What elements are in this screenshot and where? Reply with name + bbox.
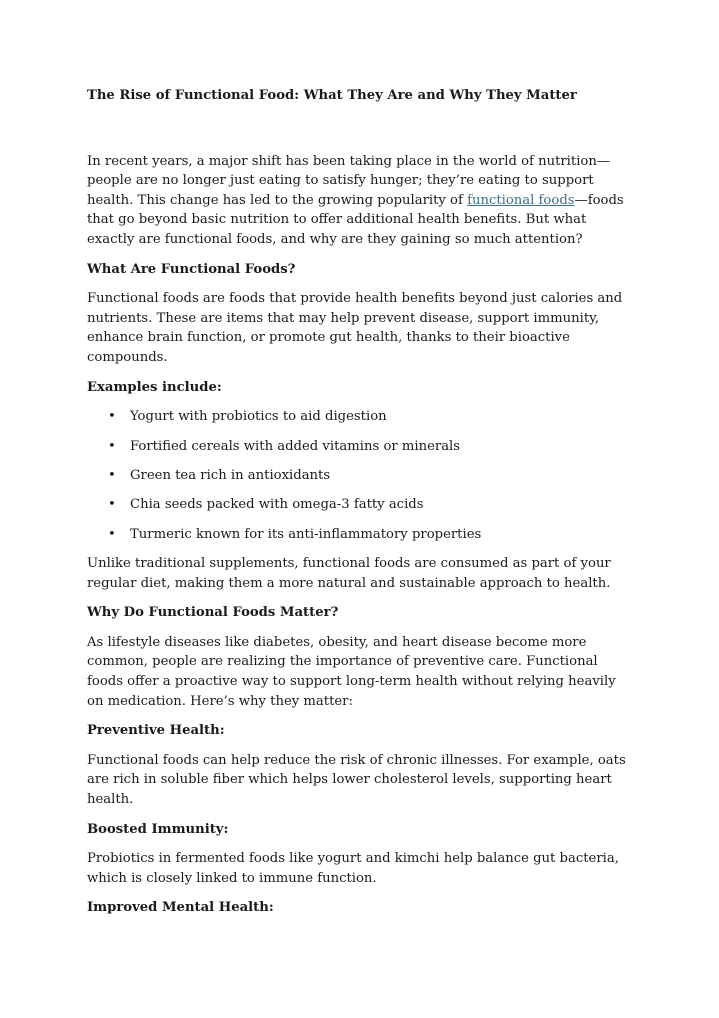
heading-preventive-health: Preventive Health: — [87, 723, 225, 739]
document-title: The Rise of Functional Food: What They Are and Why They Matter — [87, 88, 577, 103]
list-item-text: Turmeric known for its anti-inflammatory properties — [130, 526, 482, 542]
intro-text-before-link: In recent years, a major shift has been taking place in the world of nutrition—people are no longer just eating to satisfy hunger; they’re eating to support health. This change has led to the growing popularity of — [87, 153, 611, 208]
paragraph-unlike-supplements: Unlike traditional supplements, functional foods are consumed as part of your regular diet, making them a more natural and sustainable approach to health. — [87, 556, 611, 591]
bullet-icon: • — [108, 497, 116, 513]
paragraph-why-functional-foods-matter: As lifestyle diseases like diabetes, obesity, and heart disease become more common, people are realizing the importance of preventive care. Functional foods offer a proactive way to support long-term health without relying heavily on medication. Here’s why they matter: — [87, 634, 616, 709]
heading-improved-mental-health: Improved Mental Health: — [87, 900, 274, 916]
bullet-icon: • — [108, 438, 116, 454]
paragraph-preventive-health: Functional foods can help reduce the risk of chronic illnesses. For example, oats are rich in soluble fiber which helps lower cholesterol levels, supporting heart health. — [87, 752, 626, 808]
bullet-icon: • — [108, 467, 116, 483]
list-item — [87, 466, 635, 486]
list-item-text: Chia seeds packed with omega-3 fatty acids — [130, 497, 424, 513]
list-item — [87, 495, 635, 515]
list-item-text: Green tea rich in antioxidants — [130, 467, 331, 483]
list-item-text: Yogurt with probiotics to aid digestion — [130, 409, 387, 425]
bullet-icon: • — [108, 526, 116, 542]
functional-foods-link[interactable]: functional foods — [467, 192, 575, 208]
list-item-text: Fortified cereals with added vitamins or minerals — [130, 438, 461, 454]
heading-boosted-immunity: Boosted Immunity: — [87, 821, 229, 837]
paragraph-boosted-immunity: Probiotics in fermented foods like yogurt and kimchi help balance gut bacteria, which is closely linked to immune function. — [87, 851, 619, 886]
examples-list — [87, 407, 635, 544]
list-item — [87, 407, 635, 427]
list-item — [87, 525, 635, 545]
heading-examples: Examples include: — [87, 379, 222, 395]
intro-text-after-link: —foods that go beyond basic nutrition to offer additional health benefits. But what exactly are functional foods, and why are they gaining so much attention? — [87, 192, 624, 247]
intro-paragraph — [87, 152, 635, 250]
heading-why-functional-foods-matter: Why Do Functional Foods Matter? — [87, 605, 339, 621]
document-page — [87, 86, 635, 928]
list-item — [87, 437, 635, 457]
bullet-icon: • — [108, 409, 116, 425]
paragraph-what-are-functional-foods: Functional foods are foods that provide health benefits beyond just calories and nutrients. These are items that may help prevent disease, support immunity, enhance brain function, or promote gut health, thanks to their bioactive compounds. — [87, 291, 623, 365]
heading-what-are-functional-foods: What Are Functional Foods? — [87, 261, 296, 277]
